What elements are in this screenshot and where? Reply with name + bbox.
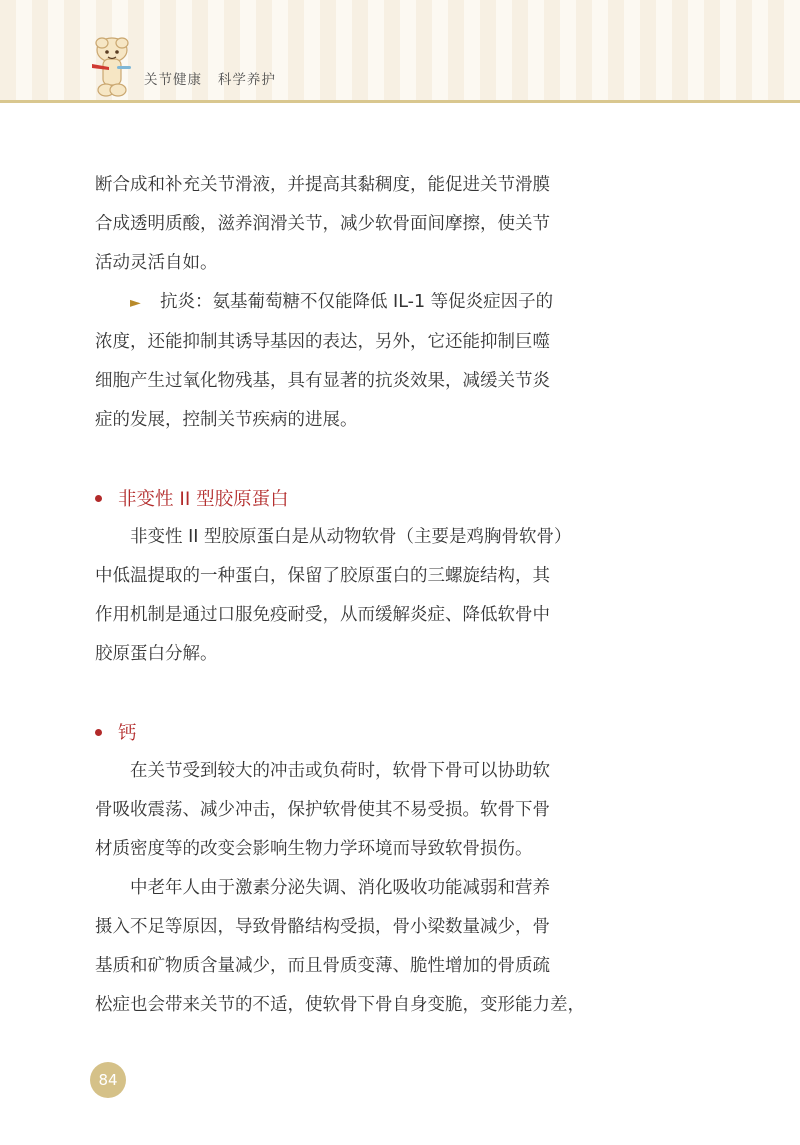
text-line: 在关节受到较大的冲击或负荷时，软骨下骨可以协助软	[130, 761, 550, 781]
text-line-content: 抗炎：氨基葡萄糖不仅能降低 IL-1 等促炎症因子的	[160, 292, 554, 312]
text-line: 非变性 II 型胶原蛋白是从动物软骨（主要是鸡胸骨软骨）	[130, 527, 572, 547]
text-line: 材质密度等的改变会影响生物力学环境而导致软骨损伤。	[95, 839, 533, 859]
text-line: 作用机制是通过口服免疫耐受，从而缓解炎症、降低软骨中	[95, 605, 550, 625]
text-line: 浓度，还能抑制其诱导基因的表达，另外，它还能抑制巨噬	[95, 332, 550, 352]
text-line: 断合成和补充关节滑液，并提高其黏稠度，能促进关节滑膜	[95, 175, 550, 195]
paragraph-calcium-1	[95, 752, 595, 869]
text-line: 细胞产生过氧化物残基，具有显著的抗炎效果，减缓关节炎	[95, 371, 550, 391]
text-line: 胶原蛋白分解。	[95, 644, 218, 664]
section-heading-text: 非变性 II 型胶原蛋白	[118, 489, 289, 510]
header-divider	[0, 100, 800, 103]
text-line: 合成透明质酸，滋养润滑关节，减少软骨面间摩擦，使关节	[95, 214, 550, 234]
text-line: 基质和矿物质含量减少，而且骨质变薄、脆性增加的骨质疏	[95, 956, 550, 976]
bullet-dot-icon	[95, 495, 102, 502]
section-heading-text: 钙	[118, 723, 137, 744]
page-number-badge: 84	[90, 1062, 126, 1098]
bullet-dot-icon	[95, 729, 102, 736]
text-line: 症的发展，控制关节疾病的进展。	[95, 410, 358, 430]
section-heading-calcium	[95, 719, 137, 745]
text-line: 摄入不足等原因，导致骨骼结构受损，骨小梁数量减少，骨	[95, 917, 550, 937]
text-line: 松症也会带来关节的不适，使软骨下骨自身变脆，变形能力差，	[95, 995, 585, 1015]
text-line: 中老年人由于激素分泌失调、消化吸收功能减弱和营养	[130, 878, 550, 898]
paragraph-calcium-2	[95, 869, 595, 1025]
text-line: 活动灵活自如。	[95, 253, 218, 273]
running-header-title: 关节健康 科学养护	[144, 72, 276, 88]
paragraph-lubrication	[95, 166, 595, 283]
section-heading-collagen	[95, 485, 289, 511]
text-line: 中低温提取的一种蛋白，保留了胶原蛋白的三螺旋结构，其	[95, 566, 550, 586]
paragraph-collagen	[95, 518, 595, 674]
text-line	[95, 283, 595, 323]
joint-mascot-icon	[82, 34, 142, 100]
paragraph-anti-inflammatory	[95, 283, 595, 440]
triangle-bullet-icon: ►	[130, 295, 141, 311]
text-line: 骨吸收震荡、减少冲击，保护软骨使其不易受损。软骨下骨	[95, 800, 550, 820]
